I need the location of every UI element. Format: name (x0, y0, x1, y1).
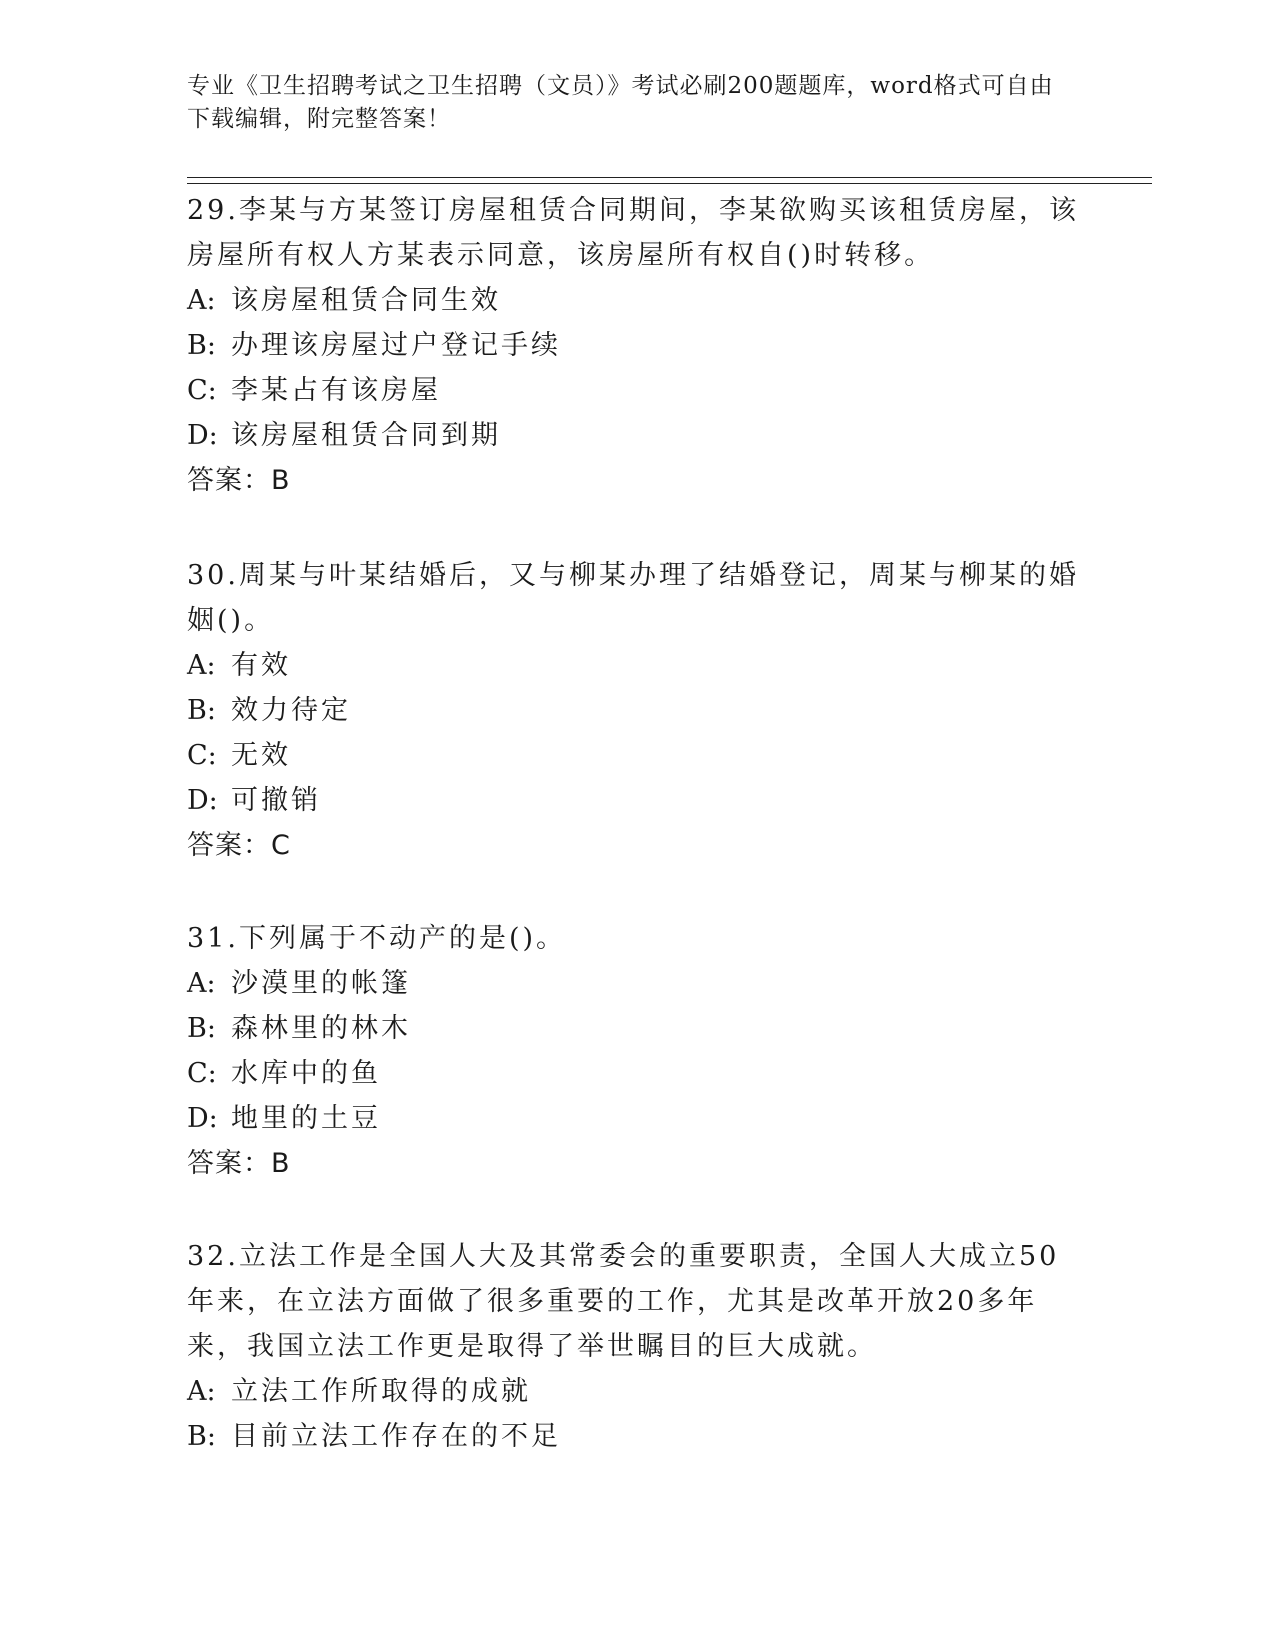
option-letter: B: (187, 330, 216, 361)
option-text: 无效 (231, 740, 291, 771)
question-stem: 30.周某与叶某结婚后，又与柳某办理了结婚登记，周某与柳某的婚姻()。 (187, 560, 1079, 636)
option-letter: B: (187, 1421, 216, 1452)
option-letter: B: (187, 1013, 216, 1044)
option-a (187, 643, 1087, 688)
answer-line: 答案：B (187, 1148, 291, 1179)
option-text: 森林里的林木 (231, 1013, 411, 1044)
option-letter: D: (187, 420, 218, 451)
answer-line: 答案：B (187, 465, 291, 496)
document-header: 专业《卫生招聘考试之卫生招聘（文员）》考试必刷200题题库，word格式可自由下载编辑，附完整答案！ (187, 73, 1054, 132)
option-letter: A: (187, 285, 216, 316)
option-a (187, 1369, 1087, 1414)
question-29 (187, 188, 1087, 503)
option-a (187, 961, 1087, 1006)
question-stem: 32.立法工作是全国人大及其常委会的重要职责，全国人大成立50年来，在立法方面做了很多重要的工作，尤其是改革开放20多年来，我国立法工作更是取得了举世瞩目的巨大成就。 (187, 1241, 1060, 1362)
option-c (187, 733, 1087, 778)
option-d (187, 778, 1087, 823)
option-letter: C: (187, 375, 217, 406)
option-letter: A: (187, 1376, 216, 1407)
option-text: 地里的土豆 (231, 1103, 381, 1134)
option-letter: C: (187, 1058, 217, 1089)
option-letter: B: (187, 695, 216, 726)
answer-line: 答案：C (187, 830, 291, 861)
option-c (187, 368, 1087, 413)
option-text: 该房屋租赁合同生效 (231, 285, 501, 316)
option-letter: D: (187, 1103, 218, 1134)
option-b (187, 1006, 1087, 1051)
option-text: 沙漠里的帐篷 (231, 968, 411, 999)
option-d (187, 413, 1087, 458)
question-30 (187, 553, 1087, 868)
question-stem: 31.下列属于不动产的是()。 (187, 923, 567, 954)
option-text: 立法工作所取得的成就 (231, 1376, 531, 1407)
option-c (187, 1051, 1087, 1096)
option-letter: A: (187, 968, 216, 999)
option-letter: D: (187, 785, 218, 816)
question-stem: 29.李某与方某签订房屋租赁合同期间，李某欲购买该租赁房屋，该房屋所有权人方某表示同意，该房屋所有权自()时转移。 (187, 195, 1079, 271)
option-text: 效力待定 (231, 695, 351, 726)
option-text: 李某占有该房屋 (231, 375, 441, 406)
option-text: 该房屋租赁合同到期 (231, 420, 501, 451)
option-text: 办理该房屋过户登记手续 (231, 330, 561, 361)
question-32 (187, 1234, 1087, 1459)
option-text: 水库中的鱼 (231, 1058, 381, 1089)
option-b (187, 1414, 1087, 1459)
option-text: 有效 (231, 650, 291, 681)
header-divider-top (187, 177, 1152, 178)
option-b (187, 688, 1087, 733)
option-letter: A: (187, 650, 216, 681)
option-text: 可撤销 (231, 785, 321, 816)
option-b (187, 323, 1087, 368)
header-divider-bottom (187, 183, 1152, 184)
option-a (187, 278, 1087, 323)
option-text: 目前立法工作存在的不足 (231, 1421, 561, 1452)
option-d (187, 1096, 1087, 1141)
option-letter: C: (187, 740, 217, 771)
question-31 (187, 916, 1087, 1186)
